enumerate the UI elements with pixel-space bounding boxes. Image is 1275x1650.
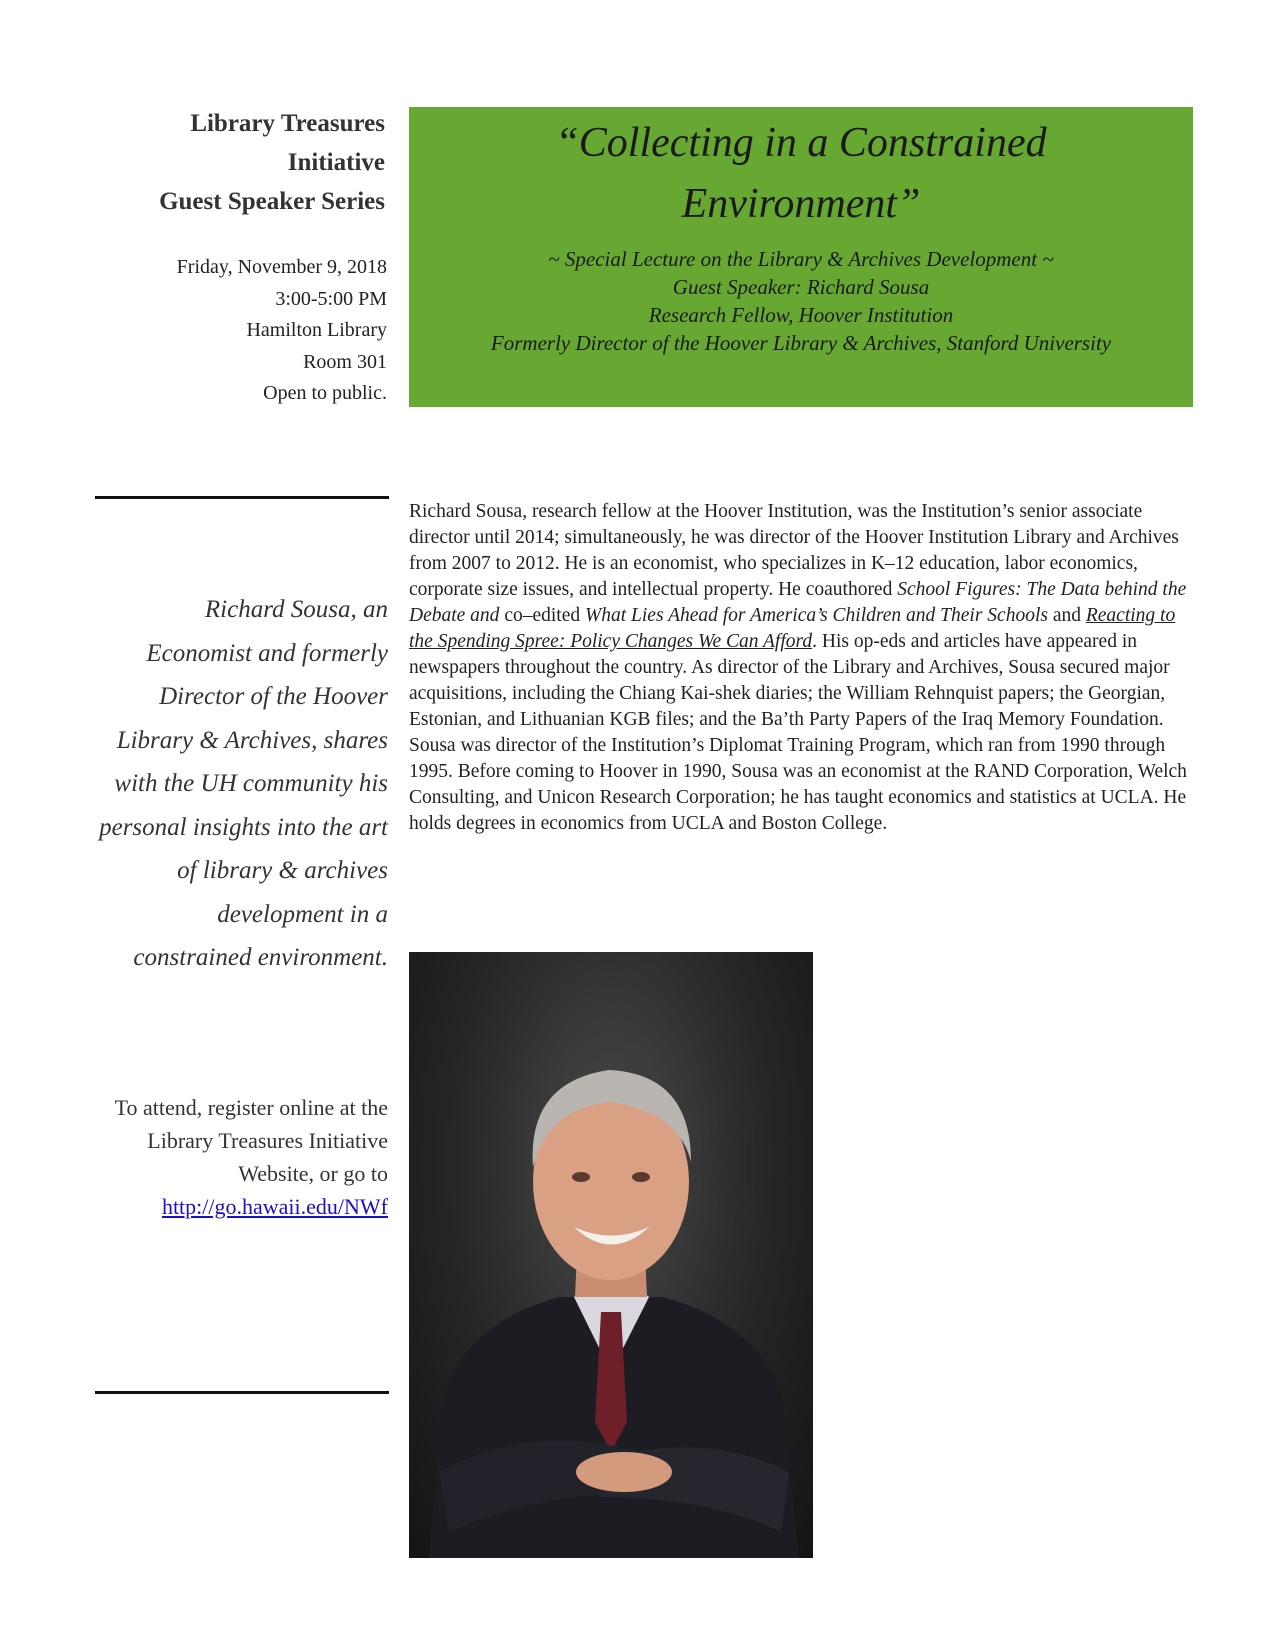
registration-info bbox=[95, 1091, 388, 1223]
bio-text-1: Richard Sousa, research fellow at the Hoover Institution, was the Institution’s senior associate director until 2014; simultaneously, he was director of the Hoover Institution Library and Archives from 2007 to 2012. He is an economist, who specializes in K–12 education, labor economics, corporate size issues, and intellectual property. He coauthored bbox=[409, 501, 1179, 600]
series-line-2: Initiative bbox=[287, 149, 385, 176]
pull-quote: Richard Sousa, an Economist and formerly Director of the Hoover Library & Archives, shares with the UH community his personal insights into the art of library & archives development in a constrained environment. bbox=[99, 596, 388, 971]
event-date: Friday, November 9, 2018 bbox=[176, 256, 387, 278]
book-title-what-lies-ahead: What Lies Ahead for America’s Children and Their Schools bbox=[585, 605, 1048, 626]
speaker-position: Research Fellow, Hoover Institution bbox=[648, 303, 954, 327]
bio-text-2: co–edited bbox=[499, 605, 585, 626]
title-banner bbox=[409, 107, 1193, 407]
series-line-3: Guest Speaker Series bbox=[159, 188, 385, 215]
speaker-portrait-photo bbox=[409, 952, 813, 1558]
lecture-subtitle: ~ Special Lecture on the Library & Archives Development ~ bbox=[548, 247, 1054, 271]
event-details bbox=[95, 252, 387, 410]
book-title-spending-spree-link[interactable]: Reacting to the Spending Spree: Policy Changes We Can Afford bbox=[409, 605, 1176, 652]
guest-speaker: Guest Speaker: Richard Sousa bbox=[672, 275, 930, 299]
bio-text-4: . His op-eds and articles have appeared in newspapers throughout the country. As director of the Library and Archives, Sousa secured major acquisitions, including the Chiang Kai-shek diaries; the William Rehnquist papers; the Georgian, Estonian, and Lithuanian KGB files; and the Ba’th Party Papers of the Iraq Memory Foundation. Sousa was director of the Institution’s Diplomat Training Program, which ran from 1990 through 1995. Before coming to Hoover in 1990, Sousa was an economist at the RAND Corporation, Welch Consulting, and Unicon Research Corporation; he has taught economics and statistics at UCLA. He holds degrees in economics from UCLA and Boston College. bbox=[409, 631, 1187, 834]
book-title-school-figures: School Figures: The Data behind the Debate and bbox=[409, 579, 1187, 626]
series-heading bbox=[95, 104, 385, 221]
speaker-former-role: Formerly Director of the Hoover Library & Archives, Stanford University bbox=[490, 331, 1112, 355]
registration-link[interactable]: http://go.hawaii.edu/NWf bbox=[161, 1194, 388, 1219]
speaker-bio bbox=[409, 499, 1197, 837]
lecture-title: “Collecting in a Constrained Environment” bbox=[555, 120, 1047, 227]
bottom-divider bbox=[95, 1391, 389, 1394]
event-access: Open to public. bbox=[263, 382, 387, 404]
series-line-1: Library Treasures bbox=[190, 110, 385, 137]
registration-text: To attend, register online at the Library Treasures Initiative Website, or go to bbox=[114, 1095, 388, 1186]
top-divider bbox=[95, 496, 389, 499]
event-time: 3:00-5:00 PM bbox=[275, 287, 387, 310]
portrait-illustration bbox=[409, 952, 813, 1558]
event-room: Room 301 bbox=[303, 350, 387, 373]
bio-text-3: and bbox=[1047, 605, 1086, 626]
event-venue: Hamilton Library bbox=[246, 319, 387, 341]
